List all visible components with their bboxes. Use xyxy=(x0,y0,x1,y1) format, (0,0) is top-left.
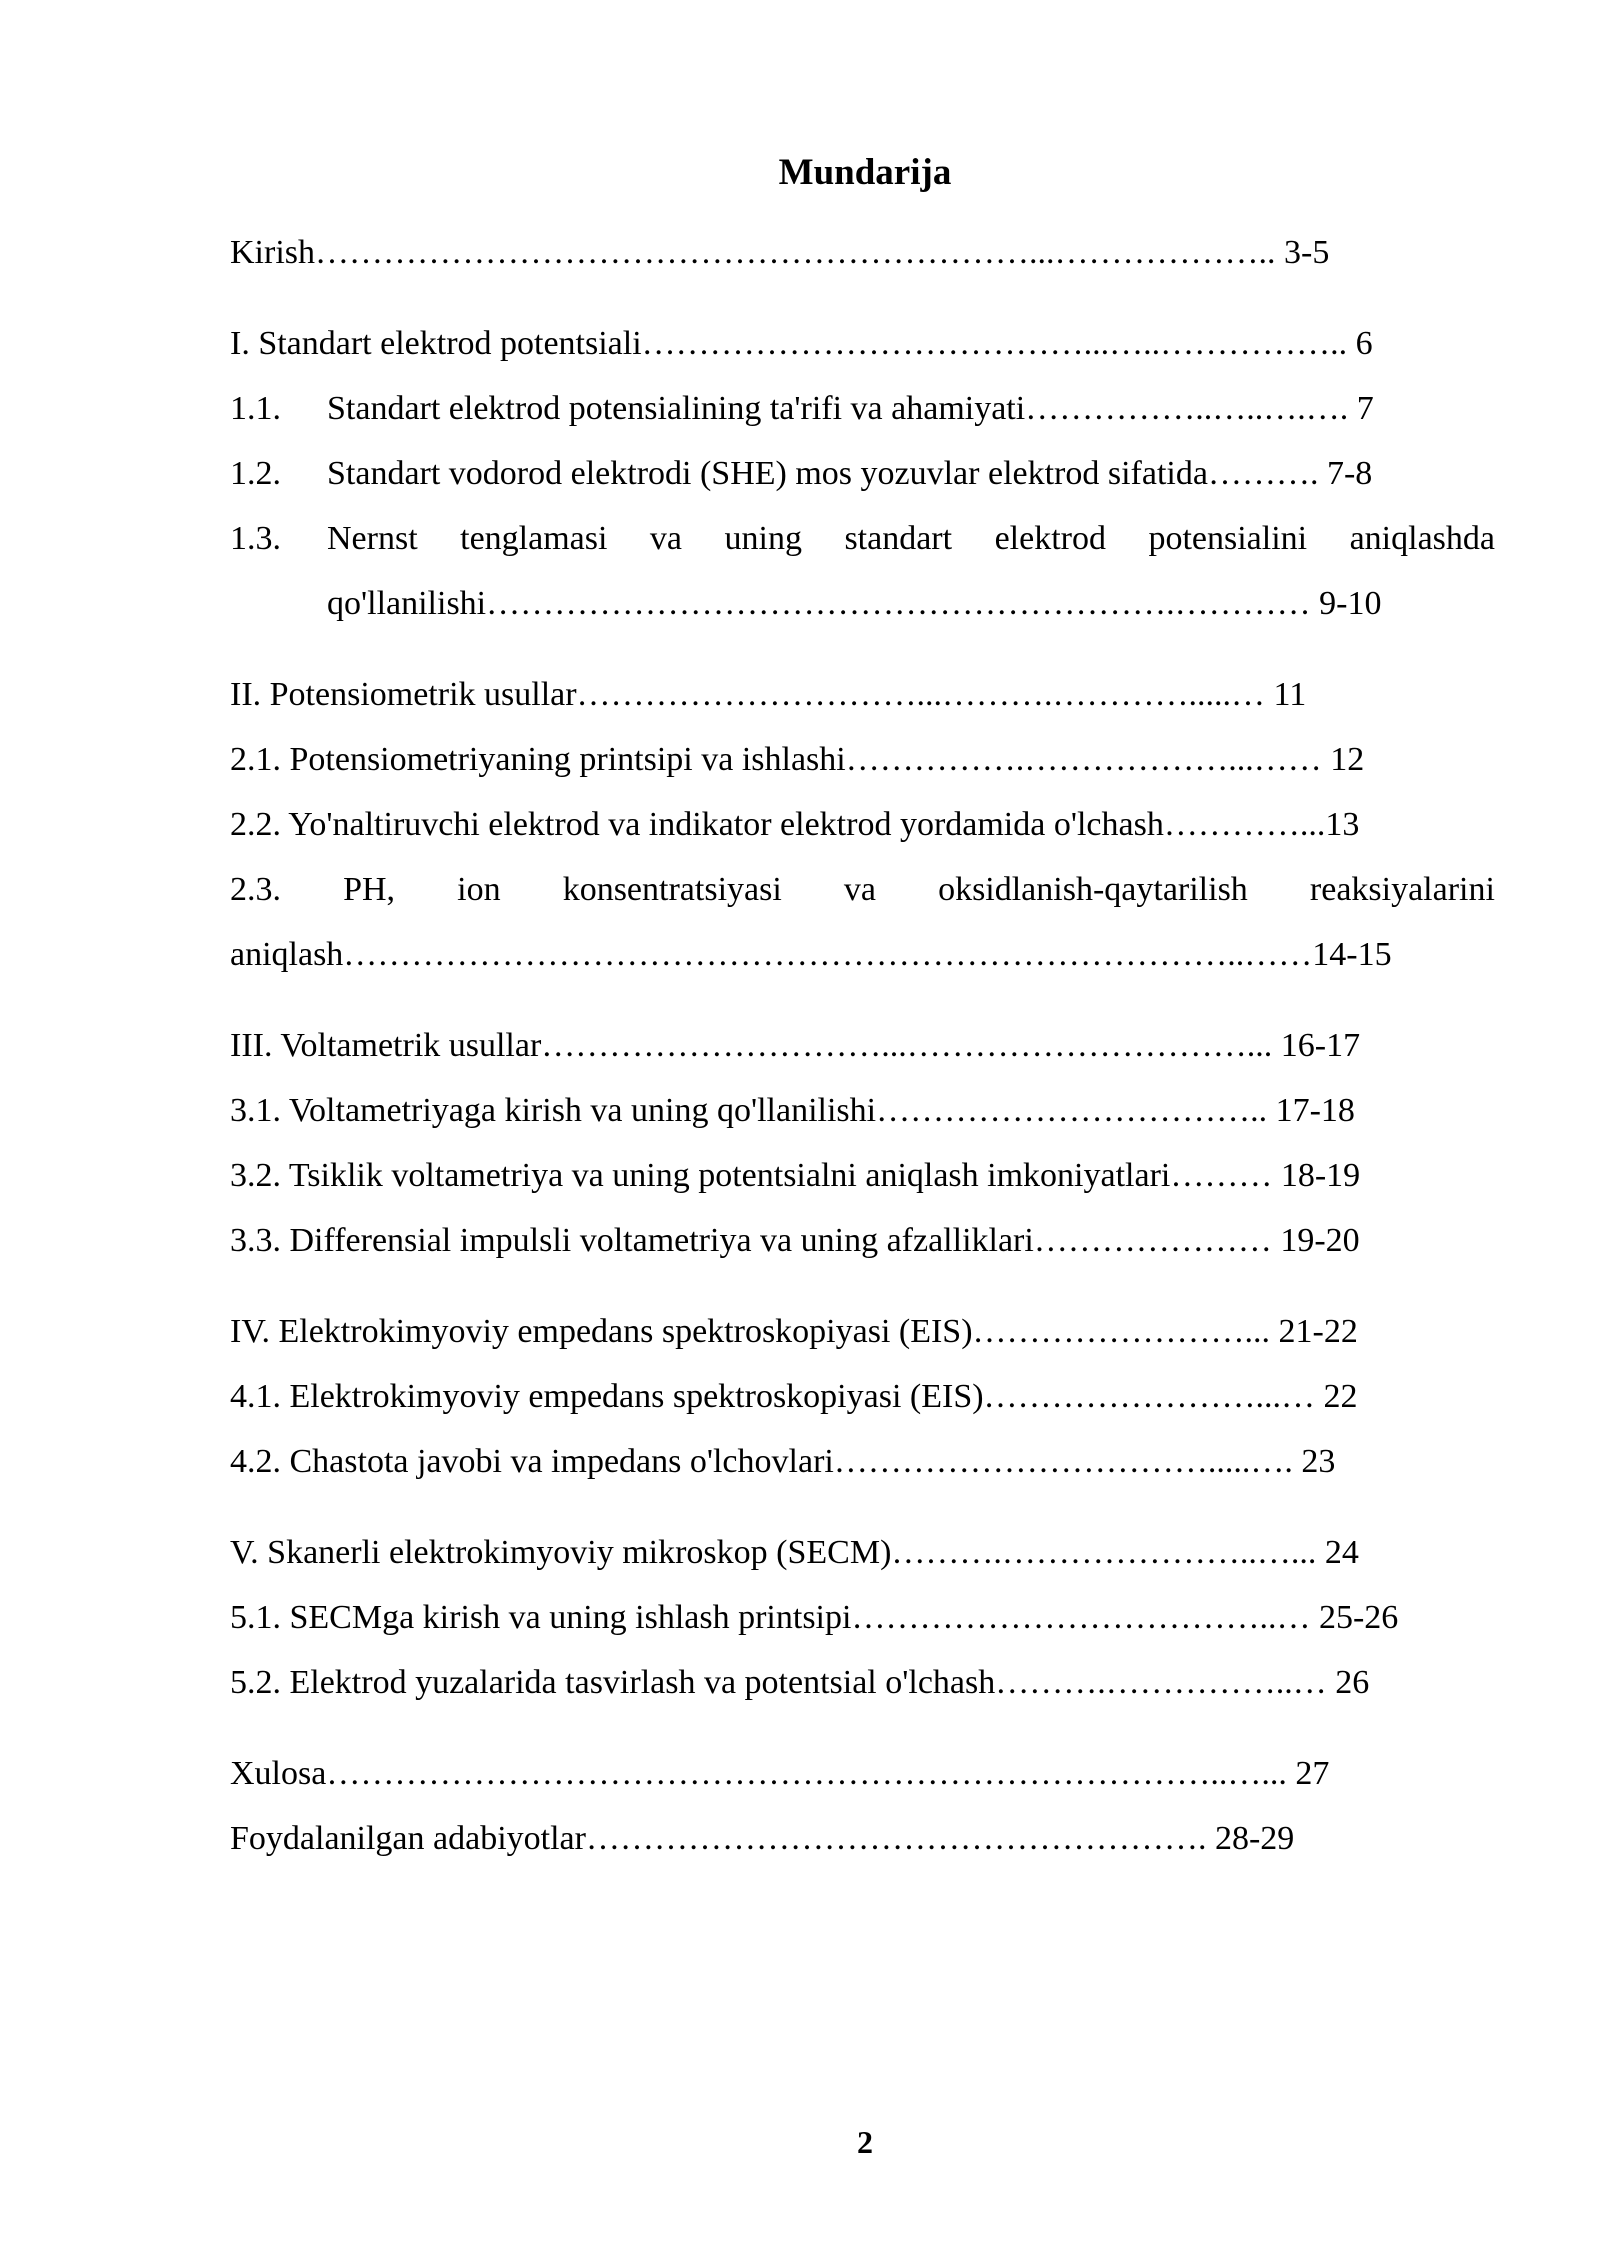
toc-word: Nernst xyxy=(327,520,418,557)
toc-number: 1.1. xyxy=(230,390,281,427)
toc-number: 1.2. xyxy=(230,455,281,492)
toc-entry-4-2: 4.2. Chastota javobi va impedans o'lchovlari…………………………….....…. 23 xyxy=(230,1443,1336,1480)
toc-word: elektrod xyxy=(994,520,1106,557)
toc-entry-3-3: 3.3. Differensial impulsli voltametriya va uning afzalliklari………………… 19-20 xyxy=(230,1222,1360,1259)
toc-entry-1-3 xyxy=(230,514,1495,564)
toc-entry-1-1 xyxy=(230,384,1495,434)
toc-entry-3-1: 3.1. Voltametriyaga kirish va uning qo'llanilishi…………………………….. 17-18 xyxy=(230,1092,1355,1129)
toc-entry-3-2: 3.2. Tsiklik voltametriya va uning potentsialni aniqlash imkoniyatlari……… 18-19 xyxy=(230,1157,1361,1194)
toc-entry-section-5: V. Skanerli elektrokimyoviy mikroskop (SECM)……….…………………..…... 24 xyxy=(230,1534,1359,1571)
toc-word: oksidlanish-qaytarilish xyxy=(938,871,1248,908)
toc-text: Standart elektrod potensialining ta'rifi va ahamiyati……………..…..….…. 7 xyxy=(327,390,1374,427)
toc-entry-2-3-continuation: aniqlash……………………………………………………………………..……14-15 xyxy=(230,936,1392,973)
toc-entry-4-1: 4.1. Elektrokimyoviy empedans spektroskopiyasi (EIS)……………………...… 22 xyxy=(230,1378,1358,1415)
toc-word: reaksiyalarini xyxy=(1309,871,1495,908)
toc-entry-2-1: 2.1. Potensiometriyaning printsipi va ishlashi…………….………………...…… 12 xyxy=(230,741,1365,778)
toc-entry-adabiyotlar: Foydalanilgan adabiyotlar………………………………………………. 28-29 xyxy=(230,1820,1295,1857)
toc-word: va xyxy=(843,871,876,908)
toc-entry-xulosa: Xulosa……………………………………………………………………..…... 27 xyxy=(230,1755,1330,1792)
toc-word: potensialini xyxy=(1148,520,1308,557)
toc-word: standart xyxy=(844,520,953,557)
toc-word: va xyxy=(649,520,683,557)
toc-word: ion xyxy=(457,871,501,908)
toc-word: konsentratsiyasi xyxy=(562,871,782,908)
toc-entry-1-3-continuation: qo'llanilishi…………………………………………………….………… 9-10 xyxy=(327,585,1382,622)
toc-number: 1.3. xyxy=(230,520,281,557)
toc-entry-2-2: 2.2. Yo'naltiruvchi elektrod va indikator elektrod yordamida o'lchash…………...13 xyxy=(230,806,1360,843)
toc-word: aniqlashda xyxy=(1349,520,1495,557)
toc-entry-1-2 xyxy=(230,449,1495,499)
toc-entry-section-4: IV. Elektrokimyoviy empedans spektroskopiyasi (EIS)……………………... 21-22 xyxy=(230,1313,1358,1350)
toc-entry-section-2: II. Potensiometrik usullar…………………………...……….………….....… 11 xyxy=(230,676,1307,713)
toc-text-justified xyxy=(230,865,1495,915)
toc-entry-section-1: I. Standart elektrod potentsiali…………………………………...…..…………….. 6 xyxy=(230,325,1373,362)
toc-word: tenglamasi xyxy=(460,520,608,557)
page-number: 2 xyxy=(857,2124,873,2160)
toc-entry-5-2: 5.2. Elektrod yuzalarida tasvirlash va potentsial o'lchash……….……………..… 26 xyxy=(230,1664,1370,1701)
toc-text: Standart vodorod elektrodi (SHE) mos yozuvlar elektrod sifatida………. 7-8 xyxy=(327,455,1373,492)
toc-entry-kirish: Kirish………………………………………………………...……………….. 3-5 xyxy=(230,234,1330,271)
toc-entry-5-1: 5.1. SECMga kirish va uning ishlash printsipi………………………………..… 25-26 xyxy=(230,1599,1399,1636)
toc-word: 2.3. xyxy=(230,871,281,908)
toc-text-justified xyxy=(327,514,1495,564)
toc-word: uning xyxy=(724,520,802,557)
toc-entry-2-3 xyxy=(230,865,1495,915)
toc-word: PH, xyxy=(343,871,396,908)
page-title: Mundarija xyxy=(778,152,952,193)
toc-entry-section-3: III. Voltametrik usullar…………………………...…………………………... 16-17 xyxy=(230,1027,1361,1064)
